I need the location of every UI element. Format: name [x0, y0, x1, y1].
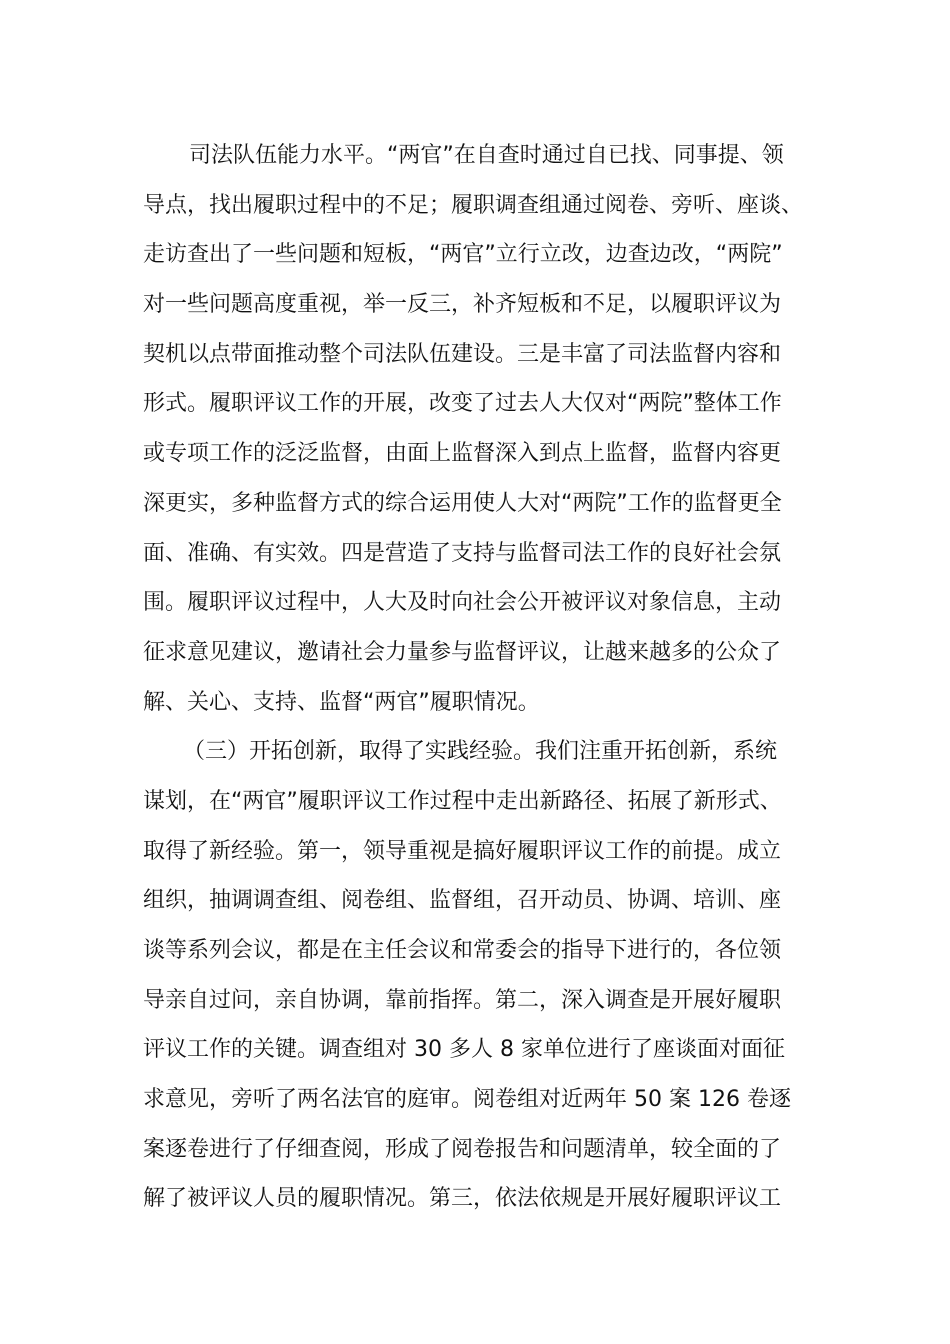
paragraph-line: 导点，找出履职过程中的不足；履职调查组通过阅卷、旁听、座谈、 — [143, 192, 804, 218]
paragraph-line: 求意见，旁听了两名法官的庭审。阅卷组对近两年 50 案 126 卷逐 — [143, 1087, 791, 1113]
paragraph-line: 评议工作的关键。调查组对 30 多人 8 家单位进行了座谈面对面征 — [143, 1037, 785, 1063]
paragraph-line: 面、准确、有实效。四是营造了支持与监督司法工作的良好社会氛 — [143, 540, 782, 566]
paragraph-line: 谋划，在“两官”履职评议工作过程中走出新路径、拓展了新形式、 — [143, 788, 782, 814]
paragraph-line: 解、关心、支持、监督“两官”履职情况。 — [143, 689, 540, 715]
paragraph-line: 司法队伍能力水平。“两官”在自查时通过自已找、同事提、领 — [189, 143, 784, 168]
paragraph-line: 组织，抽调调查组、阅卷组、监督组，召开动员、协调、培训、座 — [143, 888, 782, 914]
paragraph-line: 围。履职评议过程中，人大及时向社会公开被评议对象信息，主动 — [143, 590, 782, 616]
section-heading-line: （三）开拓创新，取得了实践经验。我们注重开拓创新，系统 — [183, 739, 778, 765]
paragraph-line: 契机以点带面推动整个司法队伍建设。三是丰富了司法监督内容和 — [143, 341, 782, 367]
paragraph-line: 或专项工作的泛泛监督，由面上监督深入到点上监督，监督内容更 — [143, 441, 782, 467]
paragraph-line: 解了被评议人员的履职情况。第三，依法依规是开展好履职评议工 — [143, 1186, 782, 1212]
paragraph-line: 深更实，多种监督方式的综合运用使人大对“两院”工作的监督更全 — [143, 490, 782, 516]
body-text — [143, 131, 823, 1224]
paragraph-line: 征求意见建议，邀请社会力量参与监督评议，让越来越多的公众了 — [143, 639, 782, 665]
paragraph-line: 走访查出了一些问题和短板，“两官”立行立改，边查边改，“两院” — [143, 242, 783, 268]
paragraph-line: 对一些问题高度重视，举一反三，补齐短板和不足，以履职评议为 — [143, 292, 782, 318]
paragraph-line: 案逐卷进行了仔细查阅，形成了阅卷报告和问题清单，较全面的了 — [143, 1136, 782, 1162]
paragraph-line: 取得了新经验。第一，领导重视是搞好履职评议工作的前提。成立 — [143, 838, 782, 864]
paragraph-line: 导亲自过问，亲自协调，靠前指挥。第二，深入调查是开展好履职 — [143, 987, 782, 1013]
paragraph-line: 谈等系列会议，都是在主任会议和常委会的指导下进行的，各位领 — [143, 938, 782, 963]
paragraph-line: 形式。履职评议工作的开展，改变了过去人大仅对“两院”整体工作 — [143, 391, 782, 417]
